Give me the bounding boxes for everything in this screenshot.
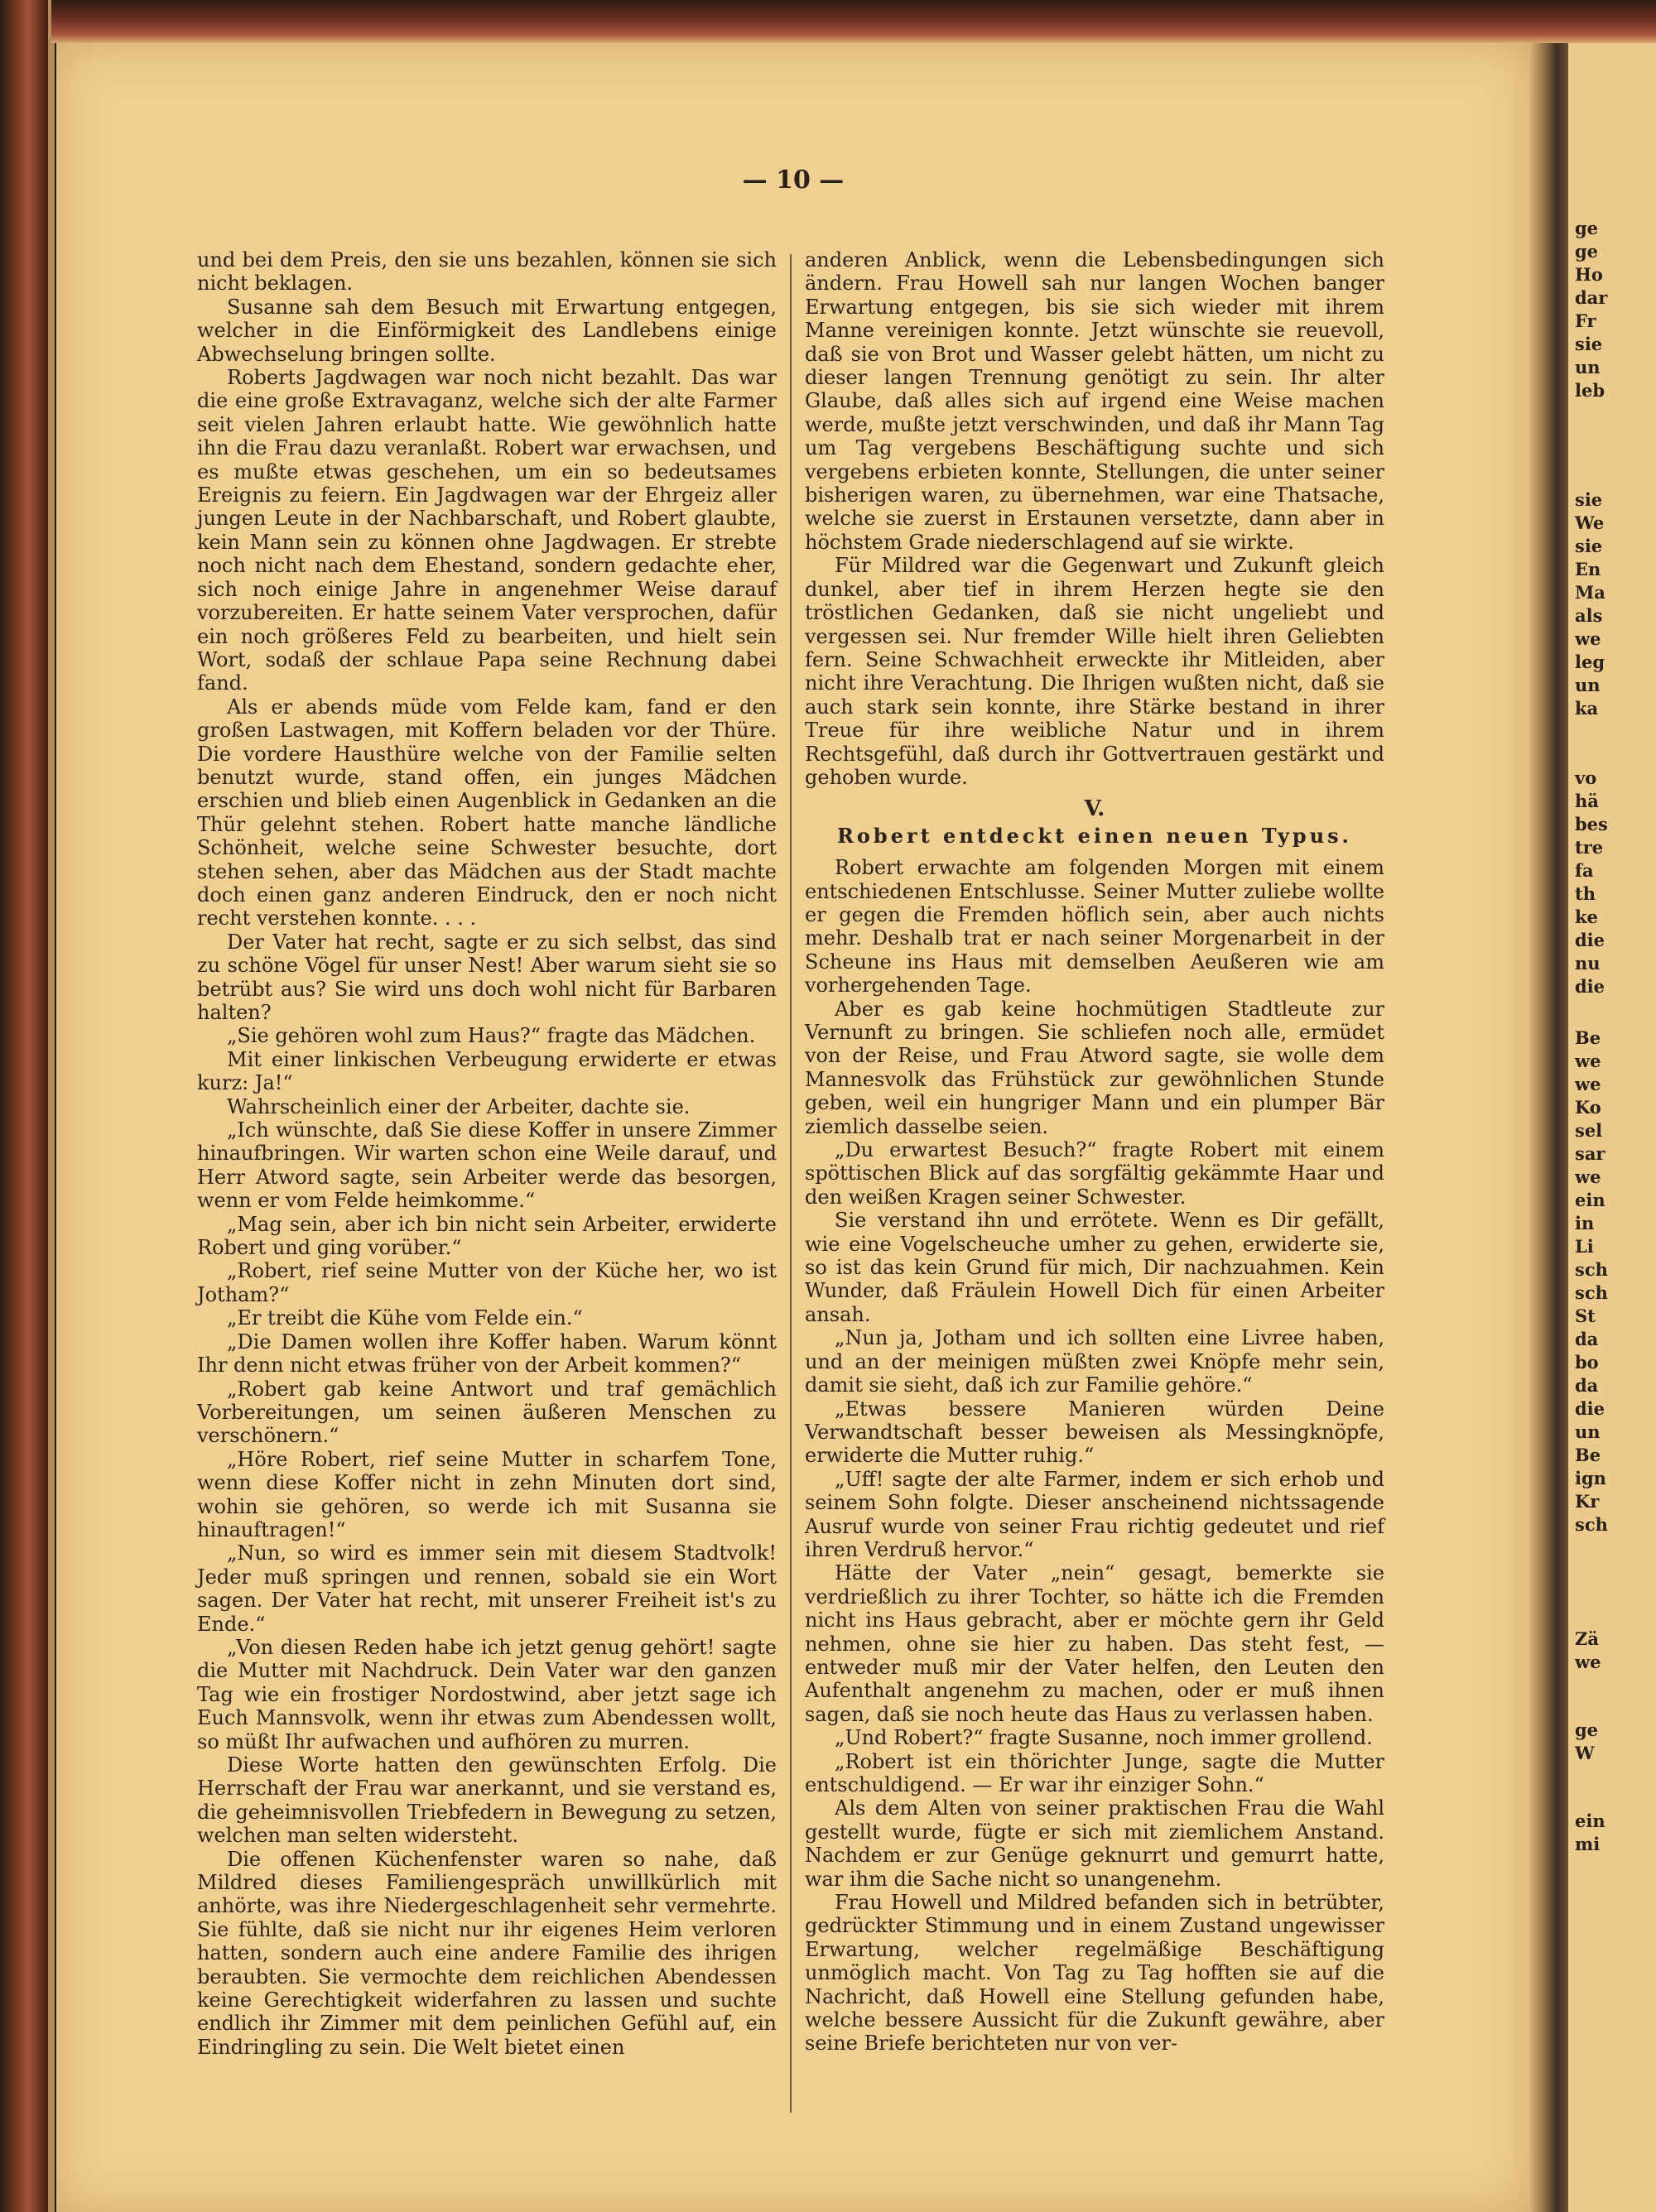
book-top-edge (51, 0, 1656, 43)
next-page-fragment: W (1575, 1743, 1595, 1763)
paragraph: Diese Worte hatten den gewünschten Erfolg. Die Herrschaft der Frau war anerkannt, und sie verstand es, die geheimnisvollen Triebfedern in Bewegung zu setzen, welchen man selten widersteht. (197, 1753, 777, 1848)
next-page-fragment: Zä (1575, 1628, 1599, 1649)
next-page-fragment: tre (1575, 837, 1604, 858)
next-page-fragment: die (1575, 930, 1605, 950)
next-page-fragment: We (1575, 512, 1605, 533)
paragraph: „Ich wünschte, daß Sie diese Koffer in unsere Zimmer hinaufbringen. Wir warten schon eine Weile darauf, und Herr Atword sagte, sein Arbeiter werde das besorgen, wenn er vom Felde heimkomme.“ (197, 1118, 777, 1213)
book-binding (0, 0, 51, 2212)
next-page-fragment: un (1575, 1421, 1601, 1442)
next-page-fragment: ein (1575, 1810, 1605, 1831)
paragraph: Aber es gab keine hochmütigen Stadtleute zur Vernunft zu bringen. Sie schliefen noch alle, ermüdet von der Reise, und Frau Atword sagte, sie wolle dem Mannesvolk das Frühstück zur gewöhnlichen Stunde geben, weil ein hungriger Mann und ein plumper Bär ziemlich dasselbe seien. (805, 997, 1384, 1138)
next-page-fragment: Ho (1575, 264, 1603, 285)
next-page-fragment: da (1575, 1329, 1599, 1349)
next-page-fragment: bo (1575, 1352, 1599, 1373)
chapter-number: V. (1084, 796, 1105, 822)
paragraph: Frau Howell und Mildred befanden sich in betrübter, gedrückter Stimmung und in einem Zustand ungewisser Erwartung, welcher regelmäßige Beschäftigung unmöglich macht. Von Tag zu Tag hofften sie auf die Nachricht, daß Howell eine Stellung gefunden habe, welche bessere Aussicht für die Zukunft gewähre, aber seine Briefe berichteten nur von ver- (805, 1891, 1384, 2056)
page-number: — 10 — (742, 166, 845, 195)
next-page-fragment: sie (1575, 489, 1603, 510)
paragraph: und bei dem Preis, den sie uns bezahlen, können sie sich nicht beklagen. (197, 248, 777, 296)
paragraph: Die offenen Küchenfenster waren so nahe, daß Mildred dieses Familiengespräch unwillkürlich mit anhörte, was ihre Niedergeschlagenheit sehr vermehrte. Sie fühlte, daß sie nicht nur ihr eigenes Heim verloren hatten, sondern auch eine andere Familie des ihrigen beraubten. Sie vermochte dem reichlichen Abendessen keine Gerechtigkeit widerfahren zu lassen und suchte endlich ihr Zimmer mit dem peinlichen Gefühl auf, ein Eindringling zu sein. Die Welt bietet einen (197, 1847, 777, 2059)
next-page-fragment: ge (1575, 218, 1599, 238)
paragraph: Roberts Jagdwagen war noch nicht bezahlt. Das war die eine große Extravaganz, welche sich der alte Farmer seit vielen Jahren erlaubt hatte. Wie gewöhnlich hatte ihn die Frau dazu veranlaßt. Robert war erwachsen, und es mußte etwas geschehen, um ein so bedeutsames Ereignis zu feiern. Ein Jagdwagen war der Ehrgeiz aller jungen Leute in der Nachbarschaft, und Robert glaubte, kein Mann sein zu können ohne Jagdwagen. Er strebte noch nicht nach dem Ehestand, sondern gedachte eher, sich noch einige Jahre in angenehmer Weise darauf vorzubereiten. Er hatte seinem Vater versprochen, dafür ein noch größeres Feld zu bearbeiten, und hielt sein Wort, sodaß der schlaue Papa seine Rechnung dabei fand. (197, 366, 777, 695)
paragraph: „Er treibt die Kühe vom Felde ein.“ (227, 1306, 583, 1330)
newspaper-page (56, 43, 1530, 2212)
next-page-fragment: Be (1575, 1027, 1601, 1048)
paragraph: Als er abends müde vom Felde kam, fand er den großen Lastwagen, mit Koffern beladen vor der Thüre. Die vordere Hausthüre welche von der Familie selten benutzt wurde, stand offen, ein junges Mädchen erschien und blieb einen Augenblick in Gedanken an die Thür gelehnt stehen. Robert hatte manche ländliche Schönheit, welche seine Schwester besuchte, dort stehen sehen, aber das Mädchen aus der Stadt machte doch einen ganz anderen Eindruck, den er noch nicht recht verstehen konnte. . . . (197, 695, 777, 930)
next-page-fragment: ka (1575, 698, 1599, 719)
paragraph: Sie verstand ihn und errötete. Wenn es Dir gefällt, wie eine Vogelscheuche umher zu gehen, erwiderte sie, so ist das kein Grund für mich, Dir nachzuahmen. Kein Wunder, daß Fräulein Howell Dich für einen Arbeiter ansah. (805, 1209, 1384, 1326)
next-page-fragment: leb (1575, 380, 1605, 401)
next-page-fragment: Ma (1575, 582, 1605, 603)
next-page-fragment: Ko (1575, 1097, 1601, 1118)
right-column-bottom (805, 856, 1384, 2056)
right-column-top (805, 248, 1384, 789)
binding-edge (48, 0, 55, 2212)
next-page-fragment: un (1575, 675, 1601, 695)
paragraph: „Von diesen Reden habe ich jetzt genug gehört! sagte die Mutter mit Nachdruck. Dein Vater war den ganzen Tag wie ein frostiger Nordostwind, aber jetzt sage ich Euch Mannsvolk, wenn ihr etwas zum Abendessen wollt, so müßt Ihr aufwachen und aufhören zu murren. (197, 1635, 777, 1753)
paragraph: Als dem Alten von seiner praktischen Frau die Wahl gestellt wurde, fügte er sich mit ziemlichem Anstand. Nachdem er zur Genüge geknurrt und gemurrt hatte, war ihm die Sache nicht so unangenehm. (805, 1796, 1384, 1891)
next-page-fragment: we (1575, 1652, 1601, 1672)
next-page-fragment: sel (1575, 1120, 1603, 1141)
chapter-title: Robert entdeckt einen neuen Typus. (836, 823, 1353, 848)
next-page-fragment: ge (1575, 1719, 1599, 1740)
paragraph: anderen Anblick, wenn die Lebensbedingungen sich ändern. Frau Howell sah nur langen Wochen banger Erwartung entgegen, bis sie sich wieder mit ihrem Manne vereinigen konnte. Jetzt wünschte sie reuevoll, daß sie von Brot und Wasser gelebt hätten, um nicht zu dieser langen Trennung genötigt zu sein. Ihr alter Glaube, daß alles sich auf irgend eine Weise machen werde, mußte jetzt verschwinden, und daß ihr Mann Tag um Tag vergebens Beschäftigung suchte und sich vergebens erbieten konnte, Stellungen, die unter seiner bisherigen waren, zu übernehmen, war eine Thatsache, welche sie zuerst in Erstaunen versetzte, dann aber in höchstem Grade niederschlagend auf sie wirkte. (805, 248, 1384, 554)
paragraph: Robert erwachte am folgenden Morgen mit einem entschiedenen Entschlusse. Seiner Mutter zuliebe wollte er gegen die Fremden höflich sein, aber auch nichts mehr. Deshalb trat er nach seiner Morgenarbeit in der Scheune ins Haus mit demselben Aeußeren wie am vorhergehenden Tage. (805, 856, 1384, 998)
next-page-fragment: vo (1575, 767, 1597, 788)
paragraph: „Robert gab keine Antwort und traf gemächlich Vorbereitungen, um seinen äußeren Menschen zu verschönern.“ (197, 1377, 777, 1448)
next-page-fragment: hä (1575, 791, 1599, 811)
next-page-fragment: da (1575, 1375, 1599, 1396)
next-page-fragment: sch (1575, 1514, 1608, 1535)
paragraph: Mit einer linkischen Verbeugung erwiderte er etwas kurz: Ja!“ (197, 1047, 777, 1095)
paragraph: „Mag sein, aber ich bin nicht sein Arbeiter, erwiderte Robert und ging vorüber.“ (197, 1212, 777, 1260)
next-page-fragment: als (1575, 605, 1603, 626)
paragraph: Hätte der Vater „nein“ gesagt, bemerkte sie verdrießlich zu ihrer Tochter, so hätte ich die Fremden nicht ins Haus gebracht, aber er möchte gern ihr Geld nehmen, ohne sie hier zu haben. Das steht fest, — entweder muß mir der Vater helfen, den Leuten den Aufenthalt angenehm zu machen, oder er muß ihnen sagen, daß sie noch heute das Haus zu verlassen haben. (805, 1561, 1384, 1726)
next-page-fragment: ke (1575, 906, 1598, 927)
paragraph: „Sie gehören wohl zum Haus?“ fragte das Mädchen. (227, 1024, 756, 1048)
paragraph: „Robert, rief seine Mutter von der Küche her, wo ist Jotham?“ (197, 1259, 777, 1306)
next-page-fragment: sie (1575, 334, 1603, 354)
next-page-fragment: die (1575, 1398, 1605, 1419)
paragraph: „Du erwartest Besuch?“ fragte Robert mit einem spöttischen Blick auf das sorgfältig gekämmte Haar und den weißen Kragen seiner Schwester. (805, 1138, 1384, 1209)
next-page-fragment: we (1575, 1074, 1601, 1094)
column-divider (790, 254, 792, 2113)
paragraph: „Uff! sagte der alte Farmer, indem er sich erhob und seinem Sohn folgte. Dieser anscheinend nichtssagende Ausruf wurde von seiner Frau richtig gedeutet und rief ihren Verdruß hervor.“ (805, 1467, 1384, 1561)
next-page-fragment: St (1575, 1306, 1596, 1326)
right-column (805, 248, 1384, 2056)
paragraph: „Die Damen wollen ihre Koffer haben. Warum könnt Ihr denn nicht etwas früher von der Arbeit kommen?“ (197, 1330, 777, 1378)
paragraph: „Robert ist ein thörichter Junge, sagte die Mutter entschuldigend. — Er war ihr einziger Sohn.“ (805, 1749, 1384, 1796)
next-page-fragment: sch (1575, 1282, 1608, 1303)
next-page-fragment: sch (1575, 1259, 1608, 1280)
paragraph: „Etwas bessere Manieren würden Deine Verwandtschaft besser beweisen als Messingknöpfe, erwiderte die Mutter ruhig.“ (805, 1397, 1384, 1468)
next-page-fragment: ge (1575, 241, 1599, 262)
paragraph: „Und Robert?“ fragte Susanne, noch immer grollend. (835, 1726, 1373, 1750)
next-page-fragment: Be (1575, 1445, 1601, 1465)
paragraph: Der Vater hat recht, sagte er zu sich selbst, das sind zu schöne Vögel für unser Nest! Aber warum sieht sie so betrübt aus? Sie wird uns doch wohl nicht für Barbaren halten? (197, 930, 777, 1024)
paragraph: Wahrscheinlich einer der Arbeiter, dachte sie. (227, 1094, 691, 1118)
book-gutter (1530, 43, 1568, 2212)
paragraph: Susanne sah dem Besuch mit Erwartung entgegen, welcher in die Einförmigkeit des Landlebens einige Abwechselung bringen sollte. (197, 295, 777, 366)
next-page-fragment: sar (1575, 1143, 1605, 1164)
next-page-fragment: sie (1575, 536, 1603, 556)
next-page-fragment: in (1575, 1213, 1595, 1233)
next-page-fragment: we (1575, 628, 1601, 649)
next-page-fragment: un (1575, 357, 1601, 377)
next-page-fragment: ein (1575, 1190, 1605, 1210)
next-page-fragment: leg (1575, 652, 1605, 672)
left-column (197, 248, 777, 2059)
next-page-fragment: die (1575, 976, 1605, 997)
next-page-fragment: Li (1575, 1236, 1594, 1257)
next-page-fragment: th (1575, 883, 1596, 904)
paragraph: „Höre Robert, rief seine Mutter in scharfem Tone, wenn diese Koffer nicht in zehn Minuten dort sind, wohin sie gehören, so werde ich mit Susanna sie hinauftragen!“ (197, 1447, 777, 1541)
paragraph: „Nun, so wird es immer sein mit diesem Stadtvolk! Jeder muß springen und rennen, sobald sie ein Wort sagen. Der Vater hat recht, mit unserer Freiheit ist's zu Ende.“ (197, 1541, 777, 1636)
next-page-fragment: we (1575, 1051, 1601, 1071)
next-page-fragment: dar (1575, 287, 1608, 308)
next-page-fragment: ign (1575, 1468, 1606, 1488)
next-page-fragment: nu (1575, 953, 1601, 974)
paragraph: Für Mildred war die Gegenwart und Zukunft gleich dunkel, aber tief in ihrem Herzen hegte sie den tröstlichen Gedanken, daß sie nicht ungeliebt und vergessen sei. Nur fremder Wille hielt ihren Geliebten fern. Seine Schwachheit erweckte ihr Mitleiden, aber nicht ihre Verachtung. Die Ihrigen wußten nicht, daß sie auch stark sein konnte, ihre Stärke bestand in ihrer Treue für ihre weibliche Natur und in ihrem Rechtsgefühl, daß durch ihr Gottvertrauen gestärkt und gehoben wurde. (805, 554, 1384, 789)
next-page-fragment: Fr (1575, 310, 1596, 331)
next-page-fragment: En (1575, 559, 1601, 579)
next-page-fragment: bes (1575, 814, 1608, 834)
next-page-fragment: we (1575, 1166, 1601, 1187)
paragraph: „Nun ja, Jotham und ich sollten eine Livree haben, und an der meinigen müßten zwei Knöpfe mehr sein, damit sie sieht, daß ich zur Familie gehöre.“ (805, 1326, 1384, 1397)
next-page-edge (1568, 43, 1656, 2212)
next-page-fragment: Kr (1575, 1491, 1600, 1512)
next-page-fragment: mi (1575, 1834, 1601, 1854)
next-page-fragment: fa (1575, 860, 1594, 881)
